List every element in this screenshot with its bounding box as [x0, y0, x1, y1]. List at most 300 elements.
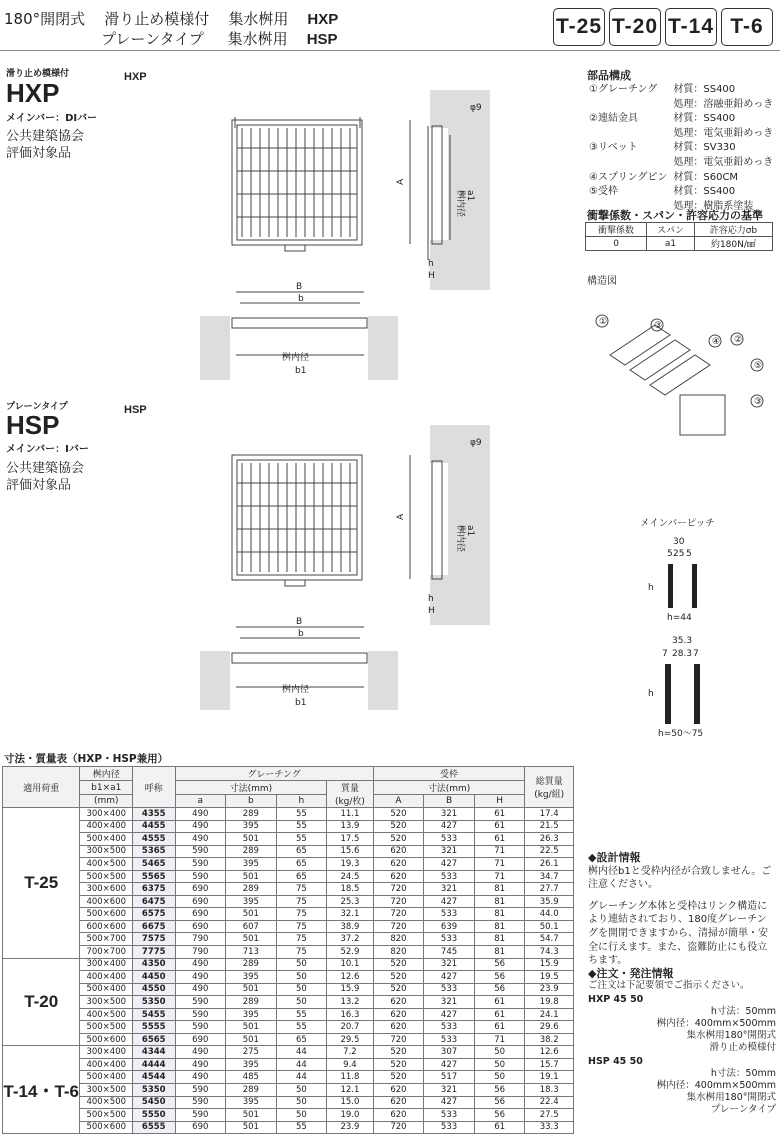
table-cell: 289 — [226, 996, 277, 1009]
impact-title: 衝撃係数・スパン・許容応力の基準 — [587, 209, 763, 222]
dim-label: H — [428, 271, 435, 281]
pitch-drawing — [640, 530, 750, 760]
product-code: HSP — [6, 410, 60, 440]
table-cell: 275 — [226, 1046, 277, 1059]
table-cell: 61 — [474, 996, 525, 1009]
table-cell: 720 — [373, 895, 424, 908]
table-row — [3, 1058, 574, 1071]
header-code: HXP — [307, 11, 339, 28]
table-cell: 517 — [424, 1071, 475, 1084]
table-cell: 27.7 — [525, 883, 574, 896]
order-code: HXP 45 50 — [588, 994, 644, 1005]
table-cell: 26.3 — [525, 833, 574, 846]
table-cell: 16.3 — [327, 1008, 374, 1021]
table-cell: 19.0 — [327, 1109, 374, 1122]
table-cell: 520 — [373, 1046, 424, 1059]
table-cell: 50 — [474, 1046, 525, 1059]
table-cell: 24.1 — [525, 1008, 574, 1021]
table-cell: 55 — [276, 833, 327, 846]
evaluation-note — [6, 460, 84, 494]
table-cell: 4355 — [133, 808, 175, 821]
table-cell: 52.9 — [327, 946, 374, 959]
parts-row — [589, 157, 777, 170]
table-cell: 13.9 — [327, 820, 374, 833]
table-row — [3, 883, 574, 896]
table-cell: 520 — [373, 983, 424, 996]
load-badge: T-14 — [665, 8, 717, 46]
table-cell: 4350 — [133, 958, 175, 971]
evaluation-line: 評価対象品 — [6, 146, 72, 161]
col-head: a — [175, 795, 226, 808]
table-cell: 5365 — [133, 845, 175, 858]
dim-label: A — [396, 178, 406, 185]
table-row — [3, 958, 574, 971]
table-cell: 4555 — [133, 833, 175, 846]
hxp-drawing — [200, 90, 500, 380]
table-cell: 55 — [276, 1008, 327, 1021]
parts-cell — [589, 157, 671, 170]
table-cell: 300×400 — [80, 958, 133, 971]
table-cell: 20.7 — [327, 1021, 374, 1034]
table-cell: 533 — [424, 1021, 475, 1034]
table-cell: 500×500 — [80, 1021, 133, 1034]
parts-row — [589, 113, 777, 126]
divider — [0, 50, 780, 51]
table-cell: 395 — [226, 1008, 277, 1021]
table-cell: 395 — [226, 1096, 277, 1109]
table-cell: 533 — [424, 833, 475, 846]
table-cell: 607 — [226, 920, 277, 933]
table-cell: 533 — [424, 1121, 475, 1134]
table-cell: 289 — [226, 958, 277, 971]
dim-label: 25 — [673, 549, 685, 559]
impact-cell: 約180N/㎟ — [694, 237, 772, 251]
table-cell: 55 — [276, 1021, 327, 1034]
table-cell: 490 — [175, 1058, 226, 1071]
header-line1 — [4, 10, 338, 29]
table-cell: 81 — [474, 946, 525, 959]
table-cell: 24.5 — [327, 870, 374, 883]
table-cell: 75 — [276, 883, 327, 896]
table-cell: 18.5 — [327, 883, 374, 896]
table-cell: 81 — [474, 883, 525, 896]
parts-cell — [589, 99, 671, 112]
parts-cell: 処理：電気亜鉛めっき — [673, 127, 774, 139]
impact-table — [585, 222, 773, 251]
table-cell: 12.1 — [327, 1084, 374, 1097]
table-cell: 5455 — [133, 1008, 175, 1021]
parts-cell: 処理：電気亜鉛めっき — [673, 156, 774, 168]
table-cell: 44 — [276, 1071, 327, 1084]
table-cell: 501 — [226, 933, 277, 946]
table-cell: 4344 — [133, 1046, 175, 1059]
table-cell: 27.5 — [525, 1109, 574, 1122]
table-cell: 61 — [474, 1021, 525, 1034]
table-cell: 427 — [424, 895, 475, 908]
table-cell: 533 — [424, 908, 475, 921]
table-cell: 50 — [276, 958, 327, 971]
drawing-label: HSP — [124, 404, 147, 416]
table-cell: 11.8 — [327, 1071, 374, 1084]
dim-label: B — [296, 617, 303, 627]
table-cell: 820 — [373, 946, 424, 959]
table-cell: 34.7 — [525, 870, 574, 883]
table-cell: 790 — [175, 933, 226, 946]
table-cell: 500×500 — [80, 1109, 133, 1122]
table-cell: 690 — [175, 908, 226, 921]
parts-cell: 材質：SS400 — [673, 186, 736, 198]
header-use: 集水桝用 — [228, 10, 289, 28]
evaluation-line: 評価対象品 — [6, 478, 72, 493]
design-text: グレーチング本体と受枠はリンク構造により連結されており、180度グレーチングを開閉できますから、清掃が簡単・安全に行えます。また、盗難防止にも役立ちます。 — [588, 900, 768, 967]
table-cell: 321 — [424, 883, 475, 896]
table-cell: 7775 — [133, 946, 175, 959]
table-cell: 75 — [276, 933, 327, 946]
parts-row — [589, 142, 777, 155]
order-info — [588, 968, 776, 1116]
table-cell: 50 — [276, 971, 327, 984]
table-cell: 4455 — [133, 820, 175, 833]
parts-cell: ④スプリングピン — [589, 171, 668, 183]
table-cell: 65 — [276, 1033, 327, 1046]
col-head: 質量 (kg/枚) — [327, 781, 374, 808]
impact-head: スパン — [647, 223, 695, 237]
col-head: 寸法(mm) — [175, 781, 327, 795]
table-cell: 427 — [424, 858, 475, 871]
table-cell: 50 — [276, 1096, 327, 1109]
table-cell: 81 — [474, 933, 525, 946]
header-line2 — [101, 30, 338, 49]
table-cell: 720 — [373, 920, 424, 933]
table-cell: 56 — [474, 958, 525, 971]
header-code: HSP — [306, 31, 338, 48]
table-cell: 395 — [226, 895, 277, 908]
dim-label: 5 — [686, 549, 692, 559]
table-cell: 6675 — [133, 920, 175, 933]
table-cell: 71 — [474, 845, 525, 858]
parts-cell: ③リベット — [589, 142, 638, 154]
table-cell: 590 — [175, 1109, 226, 1122]
table-cell: 427 — [424, 820, 475, 833]
table-cell: 520 — [373, 820, 424, 833]
part-number: ③ — [654, 321, 663, 331]
col-head: B — [424, 795, 475, 808]
table-cell: 5565 — [133, 870, 175, 883]
table-cell: 520 — [373, 833, 424, 846]
table-cell: 490 — [175, 820, 226, 833]
table-cell: 4450 — [133, 971, 175, 984]
col-head: H — [474, 795, 525, 808]
table-cell: 22.4 — [525, 1096, 574, 1109]
order-intro: ご注文は下記要領でご指示ください。 — [588, 980, 750, 991]
table-cell: 620 — [373, 1021, 424, 1034]
table-cell: 74.3 — [525, 946, 574, 959]
load-cell: T-20 — [3, 958, 80, 1046]
table-cell: 11.1 — [327, 808, 374, 821]
col-head: A — [373, 795, 424, 808]
impact-cell: a1 — [647, 237, 695, 251]
dim-label: a1 — [465, 525, 475, 537]
table-cell: 321 — [424, 1084, 475, 1097]
table-cell: 22.5 — [525, 845, 574, 858]
table-cell: 50 — [276, 1109, 327, 1122]
dim-label: 7 — [693, 649, 699, 659]
table-cell: 21.5 — [525, 820, 574, 833]
parts-cell: 処理：樹脂系塗装 — [673, 200, 754, 212]
order-line: プレーンタイプ — [710, 1104, 776, 1115]
col-head: 受枠 — [373, 767, 525, 781]
table-cell: 427 — [424, 1008, 475, 1021]
table-cell: 15.9 — [525, 958, 574, 971]
table-cell: 38.2 — [525, 1033, 574, 1046]
table-cell: 32.1 — [327, 908, 374, 921]
table-cell: 17.5 — [327, 833, 374, 846]
table-cell: 490 — [175, 958, 226, 971]
table-cell: 61 — [474, 808, 525, 821]
table-cell: 5350 — [133, 996, 175, 1009]
table-row — [3, 1084, 574, 1097]
product-subtitle: プレーンタイプ — [6, 402, 68, 412]
order-line: h寸法：50mm — [710, 1006, 776, 1017]
table-cell: 81 — [474, 908, 525, 921]
header-type: 180°開閉式 — [4, 10, 86, 28]
table-cell: 12.6 — [525, 1046, 574, 1059]
dim-label: b — [298, 294, 304, 304]
part-number: ② — [734, 335, 743, 345]
table-cell: 56 — [474, 1109, 525, 1122]
table-cell: 5465 — [133, 858, 175, 871]
table-cell: 23.9 — [327, 1121, 374, 1134]
table-cell: 44 — [276, 1058, 327, 1071]
order-line: h寸法：50mm — [710, 1068, 776, 1079]
table-cell: 307 — [424, 1046, 475, 1059]
table-cell: 5555 — [133, 1021, 175, 1034]
table-cell: 6475 — [133, 895, 175, 908]
table-cell: 4544 — [133, 1071, 175, 1084]
dim-label: A — [396, 513, 406, 520]
table-cell: 501 — [226, 983, 277, 996]
table-cell: 400×500 — [80, 1096, 133, 1109]
table-cell: 520 — [373, 971, 424, 984]
load-badge: T-25 — [553, 8, 605, 46]
dims-table — [2, 766, 574, 1134]
table-cell: 620 — [373, 845, 424, 858]
table-cell: 17.4 — [525, 808, 574, 821]
table-row — [3, 895, 574, 908]
table-cell: 55 — [276, 808, 327, 821]
table-cell: 9.4 — [327, 1058, 374, 1071]
table-cell: 533 — [424, 1033, 475, 1046]
table-cell: 300×400 — [80, 1046, 133, 1059]
dims-title: 寸法・質量表（HXP・HSP兼用） — [4, 753, 169, 765]
table-cell: 520 — [373, 808, 424, 821]
table-cell: 71 — [474, 870, 525, 883]
drawing-label: HXP — [124, 71, 147, 83]
table-cell: 590 — [175, 845, 226, 858]
dim-label: h — [648, 689, 654, 699]
table-cell: 501 — [226, 870, 277, 883]
table-cell: 50 — [276, 1084, 327, 1097]
table-cell: 15.9 — [327, 983, 374, 996]
table-cell: 501 — [226, 908, 277, 921]
load-badge: T-20 — [609, 8, 661, 46]
table-cell: 54.7 — [525, 933, 574, 946]
table-row — [3, 1008, 574, 1021]
table-row — [3, 1109, 574, 1122]
table-cell: 55 — [276, 820, 327, 833]
table-cell: 400×500 — [80, 1008, 133, 1021]
dim-label: 桝内径 — [455, 190, 465, 218]
table-cell: 590 — [175, 858, 226, 871]
table-cell: 5450 — [133, 1096, 175, 1109]
design-text: 桝内径b1と受枠内径が合致しません。ご注意ください。 — [588, 865, 772, 891]
table-row — [3, 971, 574, 984]
parts-cell: ②連結金具 — [589, 113, 638, 125]
table-cell: 620 — [373, 1084, 424, 1097]
order-line: 滑り止め模様付 — [709, 1042, 776, 1053]
table-cell: 533 — [424, 1109, 475, 1122]
col-head: b1×a1 — [80, 781, 133, 795]
dim-label: b1 — [295, 366, 307, 376]
table-cell: 720 — [373, 908, 424, 921]
dim-label: B — [296, 282, 303, 292]
table-cell: 61 — [474, 833, 525, 846]
table-row — [3, 1021, 574, 1034]
table-cell: 720 — [373, 1121, 424, 1134]
table-cell: 4444 — [133, 1058, 175, 1071]
table-cell: 12.6 — [327, 971, 374, 984]
dim-label: h — [428, 594, 434, 604]
col-head: グレーチング — [175, 767, 373, 781]
table-cell: 289 — [226, 845, 277, 858]
table-cell: 720 — [373, 1033, 424, 1046]
table-cell: 35.9 — [525, 895, 574, 908]
table-cell: 620 — [373, 1109, 424, 1122]
parts-table — [587, 82, 779, 215]
table-row — [3, 908, 574, 921]
product-code: HXP — [6, 78, 60, 108]
table-cell: 5350 — [133, 1084, 175, 1097]
dim-label: φ9 — [470, 103, 482, 113]
table-cell: 50.1 — [525, 920, 574, 933]
parts-cell: 処理：溶融亜鉛めっき — [673, 98, 774, 110]
table-cell: 395 — [226, 820, 277, 833]
table-cell: 533 — [424, 933, 475, 946]
table-cell: 5550 — [133, 1109, 175, 1122]
table-cell: 56 — [474, 983, 525, 996]
table-cell: 533 — [424, 983, 475, 996]
parts-cell: 材質：SS400 — [673, 113, 736, 125]
dim-label: a1 — [465, 190, 475, 202]
table-cell: 19.1 — [525, 1071, 574, 1084]
table-cell: 61 — [474, 1121, 525, 1134]
table-cell: 400×400 — [80, 971, 133, 984]
table-cell: 520 — [373, 1058, 424, 1071]
table-row — [3, 1121, 574, 1134]
table-cell: 61 — [474, 820, 525, 833]
table-cell: 395 — [226, 971, 277, 984]
hsp-drawing — [200, 425, 500, 710]
table-cell: 620 — [373, 996, 424, 1009]
col-head: (mm) — [80, 795, 133, 808]
table-cell: 25.3 — [327, 895, 374, 908]
table-cell: 501 — [226, 1109, 277, 1122]
parts-title: 部品構成 — [587, 69, 631, 82]
table-cell: 23.9 — [525, 983, 574, 996]
table-cell: 56 — [474, 971, 525, 984]
parts-row — [589, 84, 777, 97]
table-cell: 6575 — [133, 908, 175, 921]
table-cell: 490 — [175, 833, 226, 846]
table-cell: 6565 — [133, 1033, 175, 1046]
dim-label: 桝内径 — [282, 685, 310, 695]
dim-label: H — [428, 606, 435, 616]
table-cell: 590 — [175, 1008, 226, 1021]
table-cell: 427 — [424, 1096, 475, 1109]
table-cell: 501 — [226, 1121, 277, 1134]
table-cell: 500×700 — [80, 933, 133, 946]
table-cell: 500×500 — [80, 870, 133, 883]
table-cell: 500×600 — [80, 1121, 133, 1134]
part-number: ④ — [712, 337, 721, 347]
table-cell: 500×600 — [80, 908, 133, 921]
table-cell: 533 — [424, 870, 475, 883]
table-cell: 395 — [226, 858, 277, 871]
table-cell: 300×500 — [80, 996, 133, 1009]
dim-label: 7 — [662, 649, 668, 659]
table-cell: 720 — [373, 883, 424, 896]
table-cell: 395 — [226, 1058, 277, 1071]
col-head: 寸法(mm) — [373, 781, 525, 795]
table-cell: 44.0 — [525, 908, 574, 921]
table-cell: 690 — [175, 883, 226, 896]
table-cell: 7575 — [133, 933, 175, 946]
table-cell: 400×400 — [80, 820, 133, 833]
part-number: ① — [599, 317, 608, 327]
table-cell: 75 — [276, 908, 327, 921]
evaluation-line: 公共建築協会 — [6, 461, 85, 476]
parts-cell: ⑤受枠 — [589, 186, 618, 198]
evaluation-note — [6, 128, 84, 162]
col-head: 呼称 — [133, 767, 175, 808]
table-cell: 44 — [276, 1046, 327, 1059]
header-use: 集水桝用 — [227, 30, 288, 48]
col-head: h — [276, 795, 327, 808]
table-row — [3, 933, 574, 946]
header-variant: プレーンタイプ — [101, 30, 204, 48]
table-cell: 590 — [175, 1021, 226, 1034]
table-row — [3, 845, 574, 858]
table-cell: 500×400 — [80, 983, 133, 996]
table-cell: 6375 — [133, 883, 175, 896]
table-row — [3, 920, 574, 933]
dim-label: h=44 — [667, 613, 692, 623]
table-cell: 400×400 — [80, 1058, 133, 1071]
table-cell: 620 — [373, 870, 424, 883]
dim-label: b1 — [295, 698, 307, 708]
table-cell: 81 — [474, 895, 525, 908]
order-line: 集水桝用180°開閉式 — [686, 1030, 776, 1041]
dim-label: 桝内径 — [455, 525, 465, 553]
order-line: 桝内径：400mm×500mm — [656, 1080, 776, 1091]
table-cell: 33.3 — [525, 1121, 574, 1134]
table-cell: 50 — [276, 983, 327, 996]
table-cell: 29.6 — [525, 1021, 574, 1034]
table-cell: 620 — [373, 1008, 424, 1021]
table-cell: 590 — [175, 1084, 226, 1097]
table-cell: 50 — [474, 1058, 525, 1071]
table-cell: 713 — [226, 946, 277, 959]
